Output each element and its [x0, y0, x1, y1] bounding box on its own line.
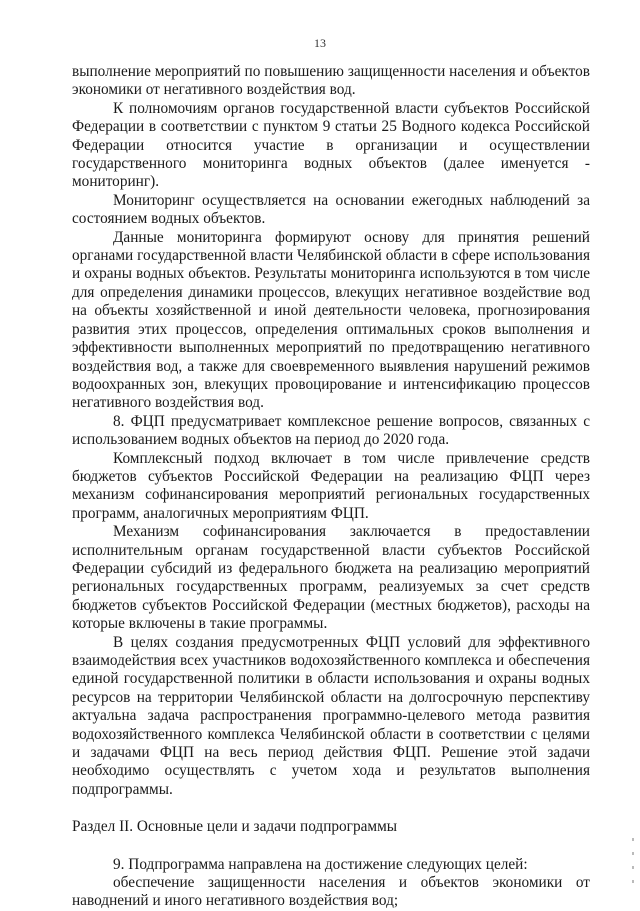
- paragraph-cofinancing: Механизм софинансирования заключается в предоставлении исполнительным органам государственной власти субъектов Российской Федерации субсидий из федерального бюджета на реализацию мероприятий региональных государственных программ, реализуемых за счет средств бюджетов субъектов Российской Федерации (местных бюджетов), расходы на которые включены в такие программы.: [72, 523, 590, 633]
- paragraph-authority: К полномочиям органов государственной власти субъектов Российской Федерации в соответствии с пунктом 9 статьи 25 Водного кодекса Российской Федерации относится участие в организации и осуществлении государственного мониторинга водных объектов (далее именуется - мониторинг).: [72, 99, 590, 191]
- paragraph-goals-context: В целях создания предусмотренных ФЦП условий для эффективного взаимодействия всех участников водохозяйственного комплекса и обеспечения единой государственной политики в области использования и охраны водных ресурсов на территории Челябинской области на долгосрочную перспективу актуальна задача распространения программно-целевого метода развития водохозяйственного комплекса Челябинской области в соответствии с целями и задачами ФЦП на весь период действия ФЦП. Решение этой задачи необходимо осуществлять с учетом хода и результатов выполнения подпрограммы.: [72, 633, 590, 798]
- paragraph-monitoring: Мониторинг осуществляется на основании ежегодных наблюдений за состоянием водных объектов.: [72, 191, 590, 228]
- scan-mark: [632, 838, 634, 841]
- paragraph-item-8: 8. ФЦП предусматривает комплексное решение вопросов, связанных с использованием водных объектов на период до 2020 года.: [72, 412, 590, 449]
- scan-mark: [632, 866, 634, 869]
- scan-mark: [632, 852, 634, 855]
- scan-mark: [632, 880, 634, 883]
- section-title: Раздел II. Основные цели и задачи подпрограммы: [72, 818, 398, 836]
- paragraph-complex-approach: Комплексный подход включает в том числе привлечение средств бюджетов субъектов Российской Федерации на реализацию ФЦП через механизм софинансирования мероприятий региональных государственных программ, аналогичных мероприятиям ФЦП.: [72, 449, 590, 522]
- document-body: [72, 63, 590, 911]
- page-number: 13: [314, 36, 326, 50]
- paragraph-continuation: выполнение мероприятий по повышению защищенности населения и объектов экономики от негативного воздействия вод.: [72, 63, 590, 99]
- paragraph-goal-protection: обеспечение защищенности населения и объектов экономики от наводнений и иного негативного воздействия вод;: [72, 874, 590, 910]
- paragraph-monitoring-data: Данные мониторинга формируют основу для принятия решений органами государственной власти Челябинской области в сфере использования и охраны водных объектов. Результаты мониторинга используются в том числе для определения динамики процессов, влекущих негативное воздействие вод на объекты хозяйственной и иной деятельности человека, прогнозирования развития этих процессов, определения оптимальных сроков выполнения и эффективности выполненных мероприятий по предотвращению негативного воздействия вод, а также для своевременного выявления нарушений режимов водоохранных зон, влекущих провоцирование и интенсификацию процессов негативного воздействия вод.: [72, 228, 590, 412]
- paragraph-item-9: 9. Подпрограмма направлена на достижение следующих целей:: [113, 855, 528, 873]
